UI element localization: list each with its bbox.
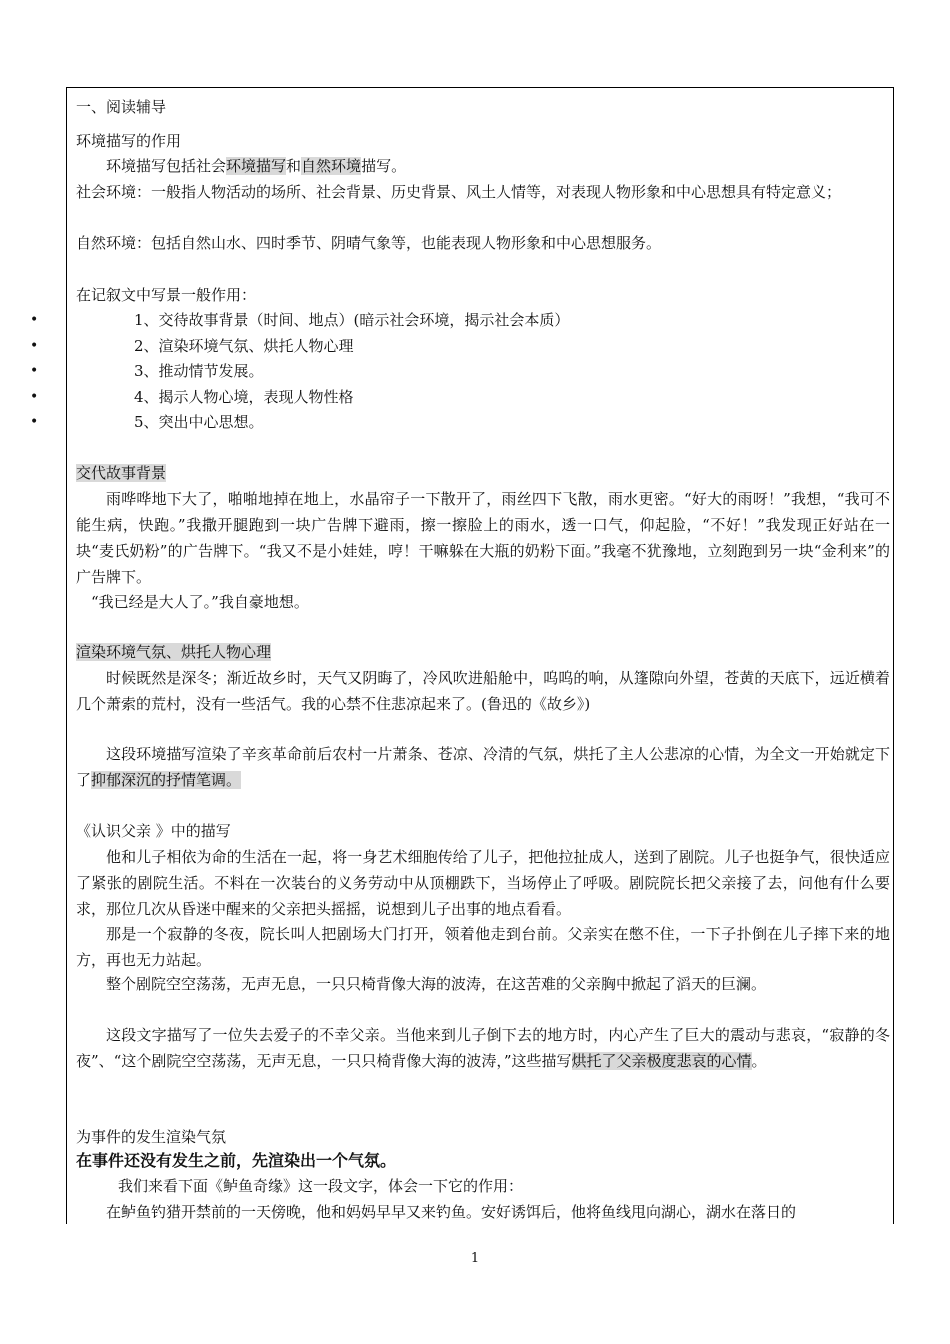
event-bold-line: 在事件还没有发生之前，先渲染出一个气氛。 [76, 1151, 397, 1170]
analysis-paragraph-2: 这段文字描写了一位失去爱子的不幸父亲。当他来到儿子倒下去的地方时，内心产生了巨大的震动与悲哀，“寂静的冬夜”、“这个剧院空空荡荡，无声无息，一只只椅背像大海的波涛，”这些描写烘托了父亲极度悲哀的心情。 [76, 1026, 890, 1070]
bullet-icon: • [30, 389, 39, 405]
env-role-title: 环境描写的作用 [76, 132, 182, 150]
proud-line: “我已经是大人了。”我自豪地想。 [91, 593, 309, 611]
bullet-icon: • [30, 312, 39, 328]
father-paragraph-3: 整个剧院空空荡荡，无声无息，一只只椅背像大海的波涛，在这苦难的父亲胸中掀起了滔天的巨澜。 [106, 975, 767, 993]
page-number: 1 [470, 1251, 480, 1266]
function-item: 5、突出中心思想。 [134, 413, 264, 431]
bullet-icon: • [30, 414, 39, 430]
function-item: 1、交待故事背景（时间、地点）(暗示社会环境，揭示社会本质） [134, 311, 570, 329]
mood-heading: 渲染环境气氛、烘托人物心理 [76, 643, 272, 661]
social-env-paragraph: 社会环境：一般指人物活动的场所、社会背景、历史背景、风土人情等，对表现人物形象和中心思想具有特定意义； [76, 183, 842, 201]
bullet-icon: • [30, 338, 39, 354]
narrative-title: 在记叙文中写景一般作用： [76, 286, 257, 304]
father-paragraph-2: 那是一个寂静的冬夜，院长叫人把剧场大门打开，领着他走到台前。父亲实在憋不住，一下子扑倒在儿子摔下来的地方，再也无力站起。 [76, 925, 890, 969]
rain-paragraph: 雨哗哗地下大了，啪啪地掉在地上，水晶帘子一下散开了，雨丝四下飞散，雨水更密。“好大的雨呀！”我想，“我可不能生病，快跑。”我撒开腿跑到一块广告牌下避雨，擦一擦脸上的雨水，透一口气，仰起脸，“不好！”我发现正好站在一块“麦氏奶粉”的广告牌下。“我又不是小娃娃，哼！干嘛躲在大瓶的奶粉下面。”我毫不犹豫地，立刻跑到另一块“金利来”的广告牌下。 [76, 490, 890, 586]
bullet-icon: • [30, 363, 39, 379]
background-heading: 交代故事背景 [76, 464, 167, 482]
hometown-paragraph: 时候既然是深冬；渐近故乡时，天气又阴晦了，冷风吹进船舱中，呜呜的响，从篷隙向外望，苍黄的天底下，远近横着几个萧索的荒村，没有一些活气。我的心禁不住悲凉起来了。(鲁迅的《故乡》) [76, 669, 890, 713]
function-item: 2、渲染环境气氛、烘托人物心理 [134, 337, 354, 355]
event-title: 为事件的发生渲染气氛 [76, 1128, 227, 1146]
env-intro: 环境描写包括社会环境描写和自然环境描写。 [106, 157, 407, 175]
section-heading-reading-guide: 一、阅读辅导 [76, 98, 167, 116]
father-paragraph-1: 他和儿子相依为命的生活在一起，将一身艺术细胞传给了儿子，把他拉扯成人，送到了剧院。儿子也挺争气，很快适应了紧张的剧院生活。不料在一次装台的义务劳动中从顶棚跌下，当场停止了呼吸。剧院院长把父亲接了去，问他有什么要求，那位几次从昏迷中醒来的父亲把头摇摇，说想到儿子出事的地点看看。 [76, 848, 890, 918]
function-item: 4、揭示人物心境，表现人物性格 [134, 388, 354, 406]
father-title: 《认识父亲 》中的描写 [76, 822, 231, 840]
natural-env-paragraph: 自然环境：包括自然山水、四时季节、阴晴气象等，也能表现人物形象和中心思想服务。 [76, 234, 662, 252]
function-item: 3、推动情节发展。 [134, 362, 264, 380]
perch-paragraph: 在鲈鱼钓猎开禁前的一天傍晚，他和妈妈早早又来钓鱼。安好诱饵后，他将鱼线甩向湖心，湖水在落日的 [106, 1203, 797, 1221]
event-intro: 我们来看下面《鲈鱼奇缘》这一段文字，体会一下它的作用： [118, 1177, 524, 1195]
analysis-paragraph-1: 这段环境描写渲染了辛亥革命前后农村一片萧条、苍凉、冷清的气氛，烘托了主人公悲凉的心情，为全文一开始就定下了抑郁深沉的抒情笔调。 [76, 745, 890, 789]
